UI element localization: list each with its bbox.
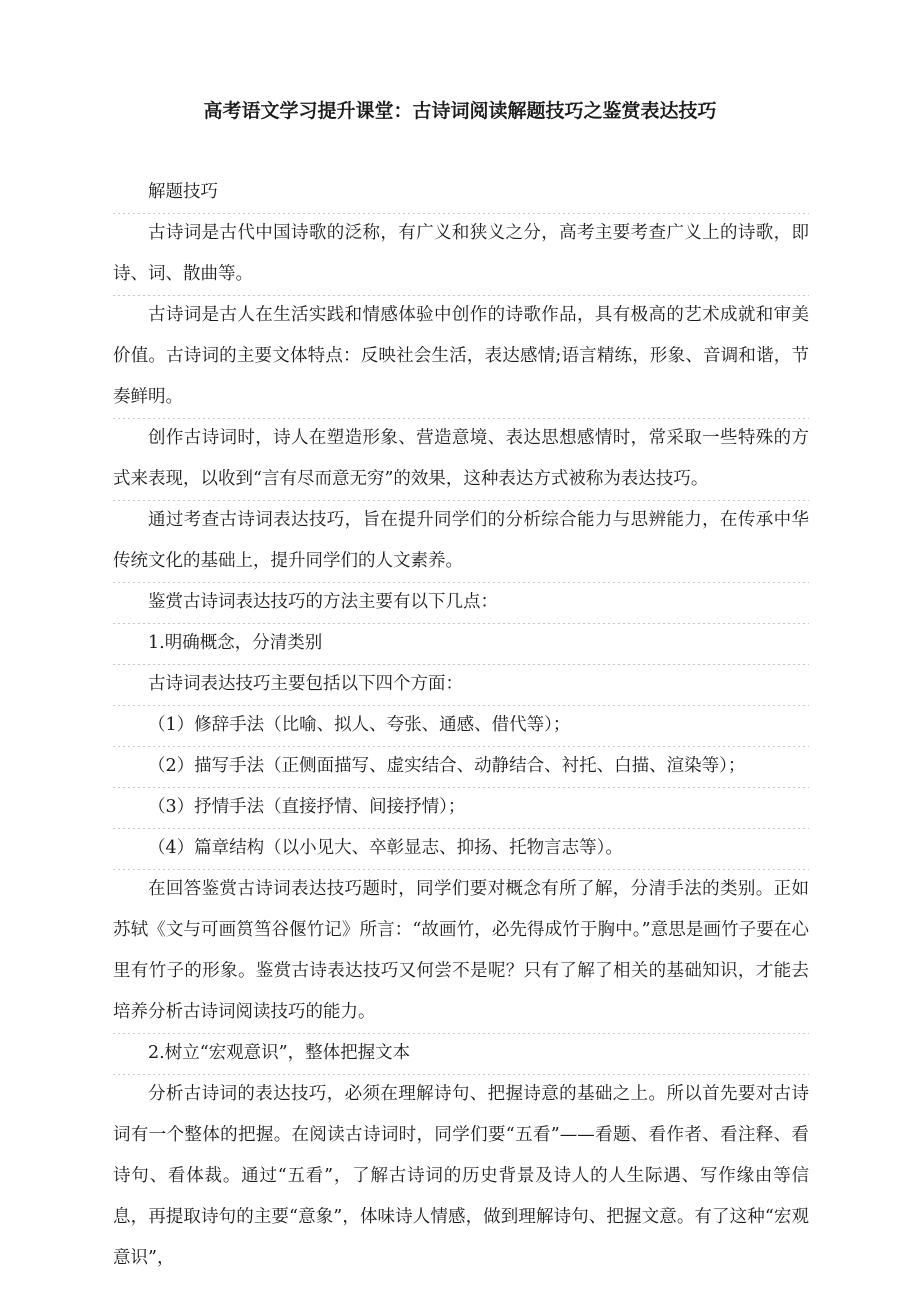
list-item-rhetoric: （1）修辞手法（比喻、拟人、夸张、通感、借代等）； (113, 705, 809, 746)
list-item-lyric: （3）抒情手法（直接抒情、间接抒情）； (113, 787, 809, 828)
list-item-description: （2）描写手法（正侧面描写、虚实结合、动静结合、衬托、白描、渲染等）； (113, 746, 809, 787)
paragraph-definition: 古诗词是古代中国诗歌的泛称，有广义和狭义之分，高考主要考查广义上的诗歌，即诗、词、散曲等。 (113, 213, 809, 295)
paragraph-su-shi-quote: 在回答鉴赏古诗词表达技巧题时，同学们要对概念有所了解，分清手法的类别。正如苏轼《文与可画筼筜谷偃竹记》所言：“故画竹，必先得成竹于胸中。”意思是画竹子要在心里有竹子的形象。鉴赏古诗表达技巧又何尝不是呢？只有了解了相关的基础知识，才能去培养分析古诗词阅读技巧的能力。 (113, 869, 809, 1033)
subheading-1: 1.明确概念，分清类别 (113, 623, 809, 664)
paragraph-expression-techniques: 创作古诗词时，诗人在塑造形象、营造意境、表达思想感情时，常采取一些特殊的方式来表现，以收到“言有尽而意无穷”的效果，这种表达方式被称为表达技巧。 (113, 418, 809, 500)
list-item-structure: （4）篇章结构（以小见大、卒彰显志、抑扬、托物言志等）。 (113, 828, 809, 869)
section-heading-solving-tips: 解题技巧 (148, 182, 218, 202)
paragraph-five-looks: 分析古诗词的表达技巧，必须在理解诗句、把握诗意的基础之上。所以首先要对古诗词有一个整体的把握。在阅读古诗词时，同学们要“五看”——看题、看作者、看注释、看诗句、看体裁。通过“五看”，了解古诗词的历史背景及诗人的人生际遇、写作缘由等信息，再提取诗句的主要“意象”，体味诗人情感，做到理解诗句、把握文意。有了这种“宏观意识”， (113, 1074, 809, 1279)
document-body (113, 172, 809, 1279)
paragraph-four-aspects: 古诗词表达技巧主要包括以下四个方面： (113, 664, 809, 705)
paragraph-methods-intro: 鉴赏古诗词表达技巧的方法主要有以下几点： (113, 582, 809, 623)
paragraph-features: 古诗词是古人在生活实践和情感体验中创作的诗歌作品，具有极高的艺术成就和审美价值。古诗词的主要文体特点：反映社会生活，表达感情;语言精练，形象、音调和谐，节奏鲜明。 (113, 295, 809, 418)
subheading-2: 2.树立“宏观意识”，整体把握文本 (113, 1033, 809, 1074)
paragraph-purpose: 通过考查古诗词表达技巧，旨在提升同学们的分析综合能力与思辨能力，在传承中华传统文化的基础上，提升同学们的人文素养。 (113, 500, 809, 582)
document-title: 高考语文学习提升课堂：古诗词阅读解题技巧之鉴赏表达技巧 (203, 100, 717, 122)
